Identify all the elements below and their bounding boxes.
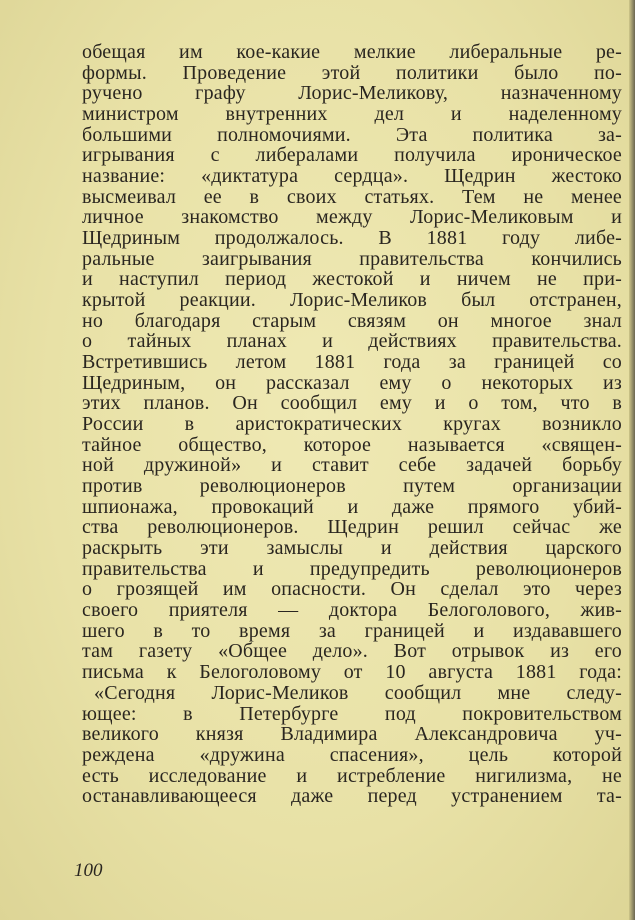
text-line: великого князя Владимира Александровича уч- [82, 723, 622, 746]
text-line: этих планов. Он сообщил ему и о том, что в [82, 392, 622, 415]
text-line: формы. Проведение этой политики было по- [82, 61, 622, 84]
text-line: обещая им кое-какие мелкие либеральные ре- [82, 41, 622, 63]
text-line: там газету «Общее дело». Вот отрывок из его [82, 640, 622, 663]
text-line: высмеивал ее в своих статьях. Тем не менее [82, 185, 622, 208]
text-line: и наступил период жестокой и ничем не при- [82, 268, 622, 291]
text-line: реждена «дружина спасения», цель которой [82, 743, 622, 766]
page-number: 100 [74, 860, 103, 881]
text-line: ручено графу Лорис-Меликову, назначенному [82, 82, 622, 105]
text-line: останавливающееся даже перед устранением та- [82, 785, 622, 808]
text-line: крытой реакции. Лорис-Меликов был отстранен, [82, 289, 622, 312]
text-line: «Сегодня Лорис-Меликов сообщил мне следу- [94, 681, 622, 704]
text-line: письма к Белоголовому от 10 августа 1881 года: [82, 661, 622, 684]
text-line: ства революционеров. Щедрин решил сейчас же [82, 516, 622, 539]
text-line: но благодаря старым связям он многое знал [82, 309, 622, 332]
page-edge-shadow [629, 0, 635, 920]
text-line: личное знакомство между Лорис-Меликовым и [82, 206, 622, 229]
text-line: Встретившись летом 1881 года за границей со [82, 351, 622, 374]
text-line: тайное общество, которое называется «священ- [82, 433, 622, 456]
text-line: есть исследование и истребление нигилизма, не [82, 764, 622, 787]
text-line: Щедриным, он рассказал ему о некоторых из [82, 371, 622, 394]
text-line: ющее: в Петербурге под покровительством [82, 702, 622, 725]
text-line: шего в то время за границей и издававшего [82, 619, 622, 642]
text-line: игрывания с либералами получила ироническое [82, 144, 622, 167]
text-line: против революционеров путем организации [82, 475, 622, 498]
text-line: название: «диктатура сердца». Щедрин жестоко [82, 165, 622, 188]
text-line: министром внутренних дел и наделенному [82, 103, 622, 126]
text-line: своего приятеля — доктора Белоголового, жив- [82, 599, 622, 622]
text-line: шпионажа, провокаций и даже прямого убий- [82, 495, 622, 518]
text-line: о тайных планах и действиях правительства. [82, 330, 622, 353]
body-text [82, 42, 622, 807]
text-line: Щедриным продолжалось. В 1881 году либе- [82, 227, 622, 250]
text-line: раскрыть эти замыслы и действия царского [82, 537, 622, 560]
text-line: ральные заигрывания правительства кончились [82, 247, 622, 270]
text-line: России в аристократических кругах возникло [82, 413, 622, 436]
text-line: ной дружиной» и ставит себе задачей борьбу [82, 454, 622, 477]
text-line: большими полномочиями. Эта политика за- [82, 123, 622, 146]
text-line: о грозящей им опасности. Он сделал это через [82, 578, 622, 601]
text-line: правительства и предупредить революционеров [82, 557, 622, 580]
